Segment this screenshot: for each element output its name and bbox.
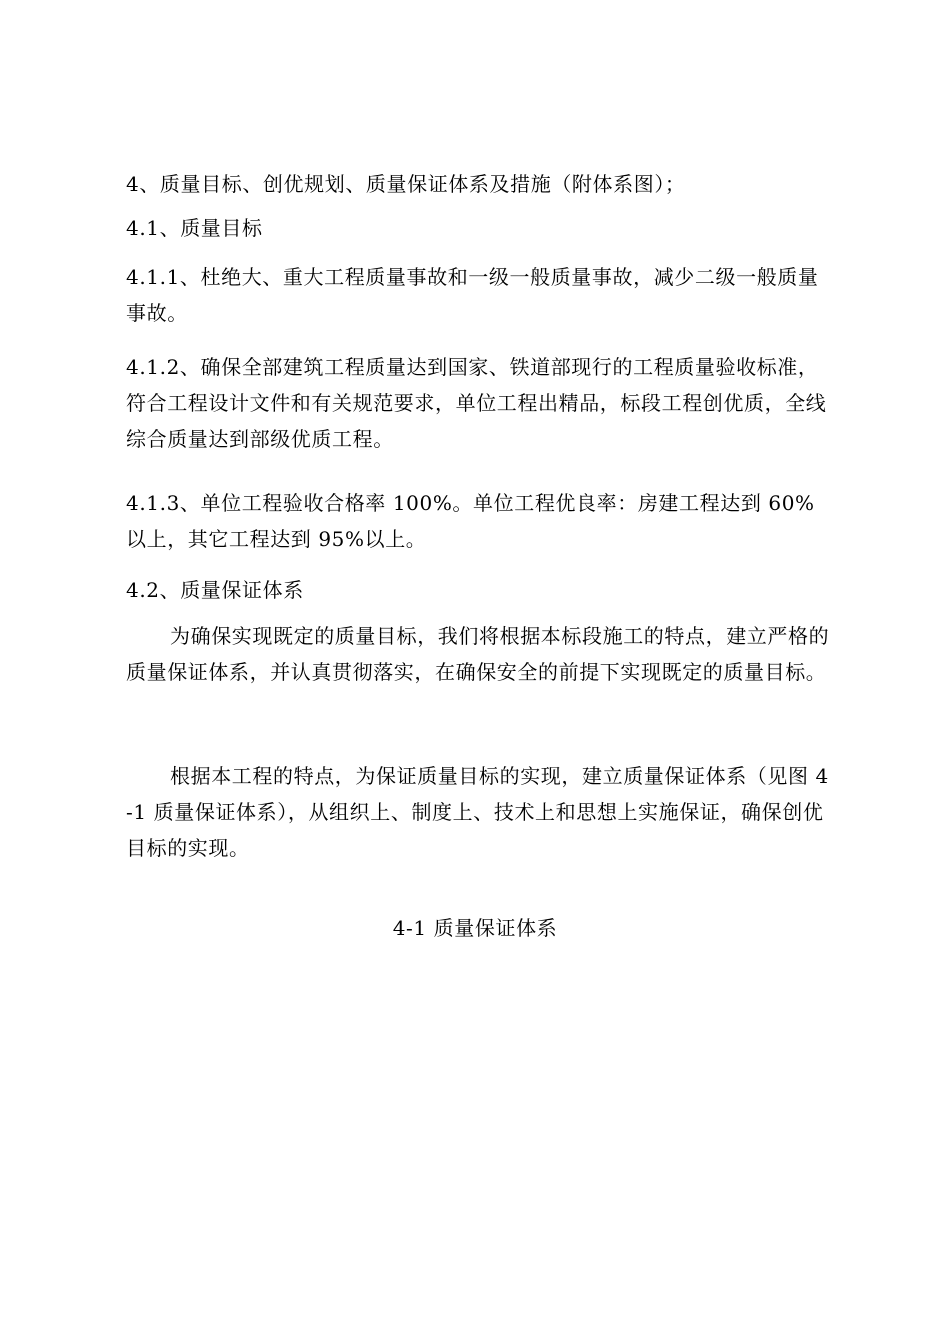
figure-caption: 4-1 质量保证体系 bbox=[392, 916, 558, 940]
goal-item-1: 4.1.1、杜绝大、重大工程质量事故和一级一般质量事故，减少二级一般质量事故。 bbox=[126, 265, 819, 325]
sub-heading-quality-system: 4.2、质量保证体系 bbox=[126, 578, 304, 602]
body-paragraph-2: 根据本工程的特点，为保证质量目标的实现，建立质量保证体系（见图 4-1 质量保证体系），从组织上、制度上、技术上和思想上实施保证，确保创优目标的实现。 bbox=[126, 764, 829, 860]
section-heading: 4、质量目标、创优规划、质量保证体系及措施（附体系图）； bbox=[126, 172, 686, 196]
sub-heading-quality-goals: 4.1、质量目标 bbox=[126, 216, 263, 240]
goal-item-2: 4.1.2、确保全部建筑工程质量达到国家、铁道部现行的工程质量验收标准，符合工程设计文件和有关规范要求，单位工程出精品，标段工程创优质，全线综合质量达到部级优质工程。 bbox=[126, 355, 827, 451]
body-paragraph-1: 为确保实现既定的质量目标，我们将根据本标段施工的特点，建立严格的质量保证体系，并认真贯彻落实，在确保安全的前提下实现既定的质量目标。 bbox=[126, 624, 830, 684]
goal-item-3: 4.1.3、单位工程验收合格率 100%。单位工程优良率：房建工程达到 60%以上，其它工程达到 95%以上。 bbox=[126, 491, 815, 551]
